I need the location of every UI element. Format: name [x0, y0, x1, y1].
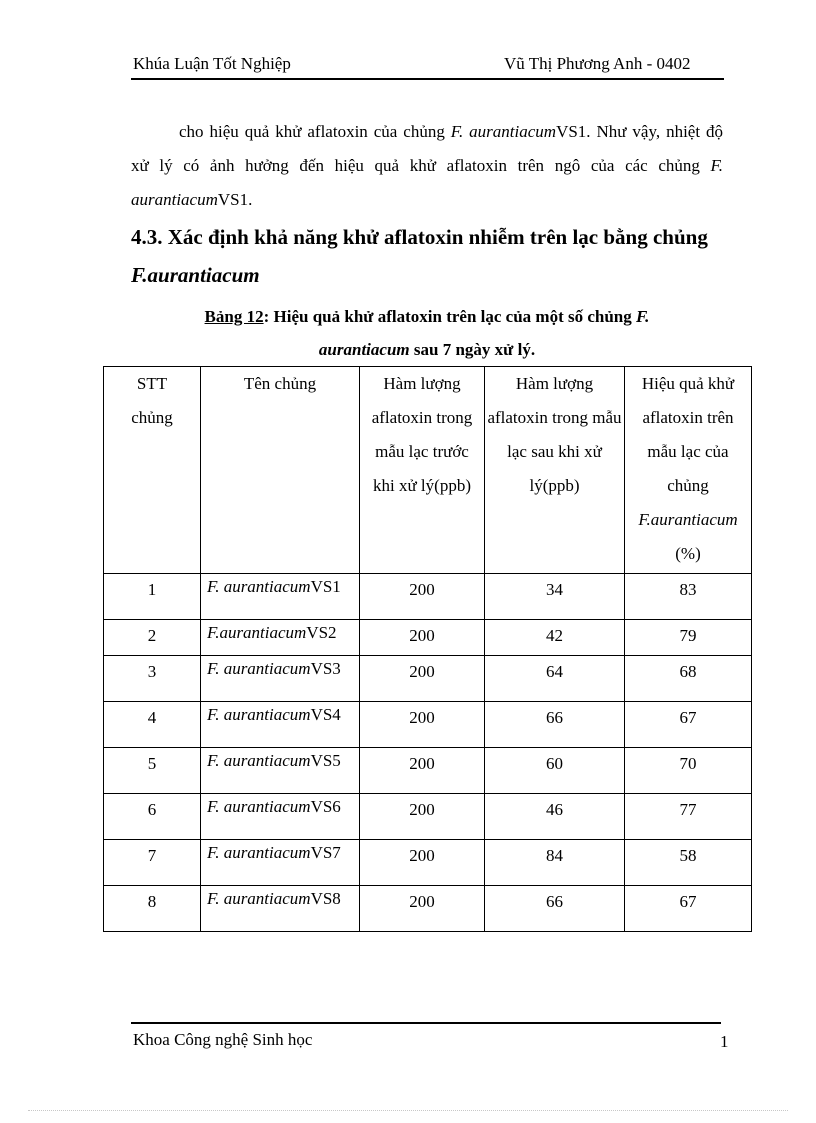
cell-strain-name — [201, 702, 360, 748]
cell-stt: 7 — [104, 840, 201, 886]
cell-stt: 3 — [104, 656, 201, 702]
cell-efficiency: 68 — [625, 656, 752, 702]
species-name: F. aurantiacum — [131, 156, 723, 209]
paragraph-text: VS1. Như vậy, nhiệt độ xử lý có ảnh hưởng đến hiệu quả khử aflatoxin trên ngô của các chủng — [131, 122, 724, 175]
strain-code: VS3 — [310, 659, 341, 678]
strain-species: F. aurantiacum — [207, 577, 311, 596]
cell-before: 200 — [360, 574, 485, 620]
cell-after: 34 — [485, 574, 625, 620]
cell-before: 200 — [360, 620, 485, 656]
strain-code: VS5 — [310, 751, 341, 770]
caption-species: F. — [636, 307, 650, 326]
strain-code: VS8 — [310, 889, 341, 908]
strain-code: VS2 — [306, 623, 337, 642]
col-header-after: Hàm lượng aflatoxin trong mẫu lạc sau khi xử lý(ppb) — [485, 367, 625, 574]
strain-code: VS6 — [310, 797, 341, 816]
cell-after: 66 — [485, 886, 625, 932]
cell-strain-name — [201, 886, 360, 932]
table-row — [104, 574, 752, 620]
strain-species: F. aurantiacum — [207, 889, 311, 908]
caption-species: aurantiacum — [318, 340, 410, 359]
header-rule — [131, 78, 724, 80]
strain-code: VS1 — [310, 577, 341, 596]
section-heading — [131, 218, 731, 294]
cell-strain-name — [201, 620, 360, 656]
table-header-row — [104, 367, 752, 574]
cell-strain-name — [201, 574, 360, 620]
cell-after: 64 — [485, 656, 625, 702]
cell-after: 46 — [485, 794, 625, 840]
paragraph-text: cho hiệu quả khử aflatoxin của chủng — [179, 122, 451, 141]
col-header-stt: STT chủng — [104, 367, 201, 574]
cell-efficiency: 67 — [625, 886, 752, 932]
strain-species: F. aurantiacum — [207, 751, 311, 770]
cell-stt: 2 — [104, 620, 201, 656]
strain-species: F. aurantiacum — [207, 797, 311, 816]
body-paragraph — [131, 115, 723, 217]
cell-efficiency: 70 — [625, 748, 752, 794]
header-title: Khúa Luận Tốt Nghiệp — [133, 54, 291, 73]
caption-label: Bảng 12 — [204, 307, 264, 326]
cell-efficiency: 83 — [625, 574, 752, 620]
cell-efficiency: 77 — [625, 794, 752, 840]
strain-species: F.aurantiacum — [207, 623, 307, 642]
table-row — [104, 794, 752, 840]
cell-strain-name — [201, 794, 360, 840]
strain-species: F. aurantiacum — [207, 843, 311, 862]
table-row — [104, 620, 752, 656]
page-number: 1 — [720, 1032, 729, 1051]
table-row — [104, 886, 752, 932]
caption-text: : Hiệu quả khử aflatoxin trên lạc của một số chủng — [263, 307, 637, 326]
table-caption — [104, 300, 750, 366]
page-edge-divider — [28, 1110, 788, 1111]
strain-species: F. aurantiacum — [207, 705, 311, 724]
strain-species: F. aurantiacum — [207, 659, 311, 678]
header-author: Vũ Thị Phương Anh - 0402 — [504, 54, 691, 73]
cell-before: 200 — [360, 748, 485, 794]
table-row — [104, 840, 752, 886]
cell-stt: 5 — [104, 748, 201, 794]
data-table — [103, 366, 752, 932]
table-row — [104, 748, 752, 794]
cell-strain-name — [201, 656, 360, 702]
cell-stt: 4 — [104, 702, 201, 748]
cell-before: 200 — [360, 794, 485, 840]
strain-code: VS7 — [310, 843, 341, 862]
cell-before: 200 — [360, 702, 485, 748]
efficiency-header-species: F.aurantiacum — [638, 510, 738, 529]
cell-efficiency: 67 — [625, 702, 752, 748]
footer-department: Khoa Công nghệ Sinh học — [133, 1030, 313, 1049]
efficiency-header-text: Hiệu quả khử aflatoxin trên mẫu lạc của chủng — [641, 374, 735, 495]
heading-line-1: 4.3. Xác định khả năng khử aflatoxin nhiễm trên lạc bằng chủng — [131, 225, 708, 249]
strain-code: VS4 — [310, 705, 341, 724]
table-row — [104, 702, 752, 748]
cell-after: 60 — [485, 748, 625, 794]
col-header-name: Tên chủng — [201, 367, 360, 574]
cell-before: 200 — [360, 656, 485, 702]
cell-strain-name — [201, 748, 360, 794]
cell-stt: 6 — [104, 794, 201, 840]
footer-rule — [131, 1022, 721, 1024]
caption-text: sau 7 ngày xử lý. — [409, 340, 536, 359]
efficiency-header-unit: (%) — [675, 544, 701, 563]
heading-line-2: F.aurantiacum — [131, 263, 260, 287]
cell-before: 200 — [360, 886, 485, 932]
cell-after: 66 — [485, 702, 625, 748]
cell-efficiency: 79 — [625, 620, 752, 656]
col-header-efficiency — [625, 367, 752, 574]
col-header-before: Hàm lượng aflatoxin trong mẫu lạc trước khi xử lý(ppb) — [360, 367, 485, 574]
cell-before: 200 — [360, 840, 485, 886]
cell-stt: 8 — [104, 886, 201, 932]
species-name: F. aurantiacum — [450, 122, 557, 141]
cell-strain-name — [201, 840, 360, 886]
table-row — [104, 656, 752, 702]
cell-stt: 1 — [104, 574, 201, 620]
cell-after: 84 — [485, 840, 625, 886]
cell-after: 42 — [485, 620, 625, 656]
cell-efficiency: 58 — [625, 840, 752, 886]
paragraph-text: VS1. — [217, 190, 253, 209]
